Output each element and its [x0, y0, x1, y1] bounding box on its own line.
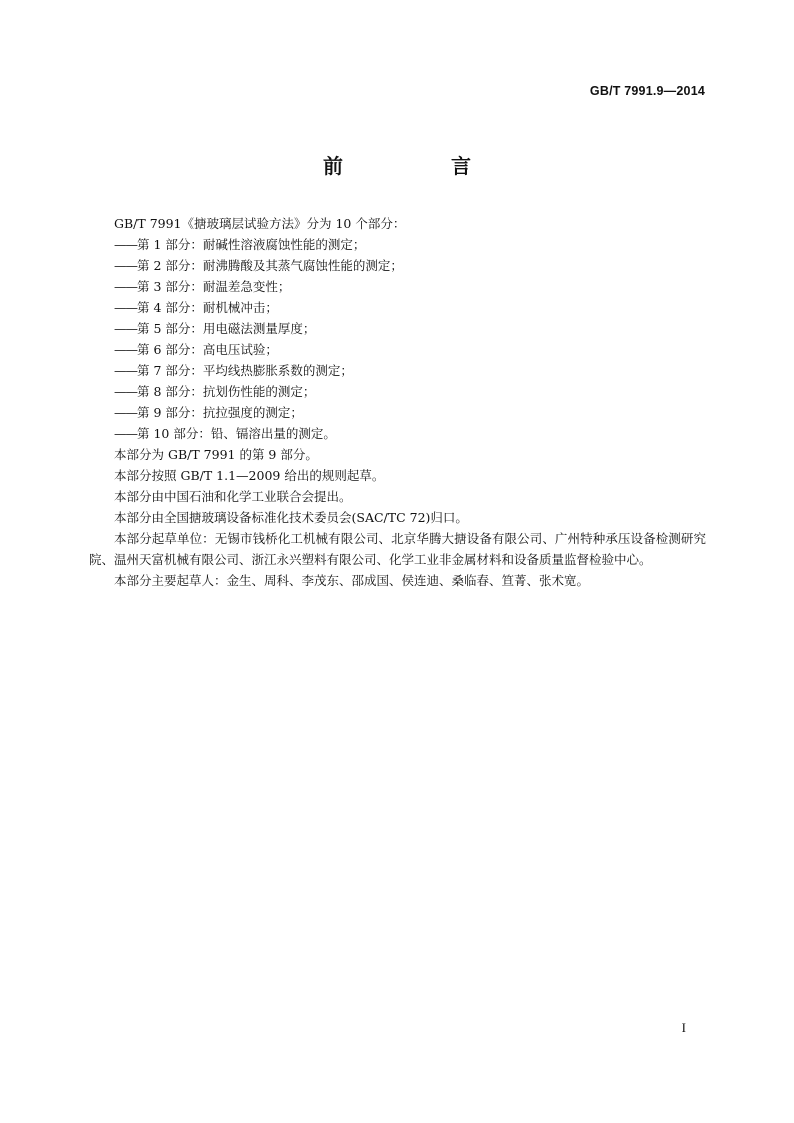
- committee-paragraph: 本部分由全国搪玻璃设备标准化技术委员会(SAC/TC 72)归口。: [114, 510, 468, 525]
- standard-code-header: GB/T 7991.9—2014: [589, 84, 705, 98]
- intro-paragraph: GB/T 7991《搪玻璃层试验方法》分为 10 个部分：: [114, 216, 406, 231]
- list-item: [89, 234, 706, 255]
- page-number: I: [681, 1020, 686, 1035]
- list-item: [89, 402, 706, 423]
- list-item-text: 第 4 部分：耐机械冲击；: [137, 300, 278, 315]
- list-item-text: 第 3 部分：耐温差急变性；: [137, 279, 291, 294]
- drafting-rules-paragraph: 本部分按照 GB/T 1.1—2009 给出的规则起草。: [114, 468, 385, 483]
- list-dash: ——: [114, 258, 137, 273]
- list-dash: ——: [114, 279, 137, 294]
- list-dash: ——: [114, 237, 137, 252]
- list-dash: ——: [114, 405, 137, 420]
- list-item-text: 第 2 部分：耐沸腾酸及其蒸气腐蚀性能的测定；: [137, 258, 403, 273]
- list-item-text: 第 8 部分：抗划伤性能的测定；: [137, 384, 316, 399]
- proposer-paragraph: 本部分由中国石油和化学工业联合会提出。: [114, 489, 352, 504]
- list-item-text: 第 10 部分：铅、镉溶出量的测定。: [137, 426, 336, 441]
- list-dash: ——: [114, 384, 137, 399]
- list-item: [89, 276, 706, 297]
- list-dash: ——: [114, 426, 137, 441]
- list-item-text: 第 9 部分：抗拉强度的测定；: [137, 405, 303, 420]
- list-dash: ——: [114, 342, 137, 357]
- list-item: [89, 318, 706, 339]
- list-dash: ——: [114, 300, 137, 315]
- list-dash: ——: [114, 363, 137, 378]
- page-title: 前 言: [323, 154, 515, 178]
- list-dash: ——: [114, 321, 137, 336]
- document-body: [89, 213, 706, 591]
- list-item: [89, 297, 706, 318]
- list-item: [89, 339, 706, 360]
- list-item-text: 第 7 部分：平均线热膨胀系数的测定；: [137, 363, 353, 378]
- list-item: [89, 360, 706, 381]
- part-number-paragraph: 本部分为 GB/T 7991 的第 9 部分。: [114, 447, 318, 462]
- list-item: [89, 381, 706, 402]
- drafting-units-paragraph: 本部分起草单位：无锡市钱桥化工机械有限公司、北京华腾大搪设备有限公司、广州特种承压设备检测研究院、温州天富机械有限公司、浙江永兴塑料有限公司、化学工业非金属材料和设备质量监督检验中心。: [89, 531, 706, 567]
- drafters-paragraph: 本部分主要起草人：金生、周科、李茂东、邵成国、侯连迪、桑临春、笪菁、张术宽。: [114, 573, 590, 588]
- list-item: [89, 255, 706, 276]
- list-item: [89, 423, 706, 444]
- list-item-text: 第 6 部分：高电压试验；: [137, 342, 278, 357]
- list-item-text: 第 5 部分：用电磁法测量厚度；: [137, 321, 316, 336]
- parts-list: [89, 234, 706, 444]
- list-item-text: 第 1 部分：耐碱性溶液腐蚀性能的测定；: [137, 237, 366, 252]
